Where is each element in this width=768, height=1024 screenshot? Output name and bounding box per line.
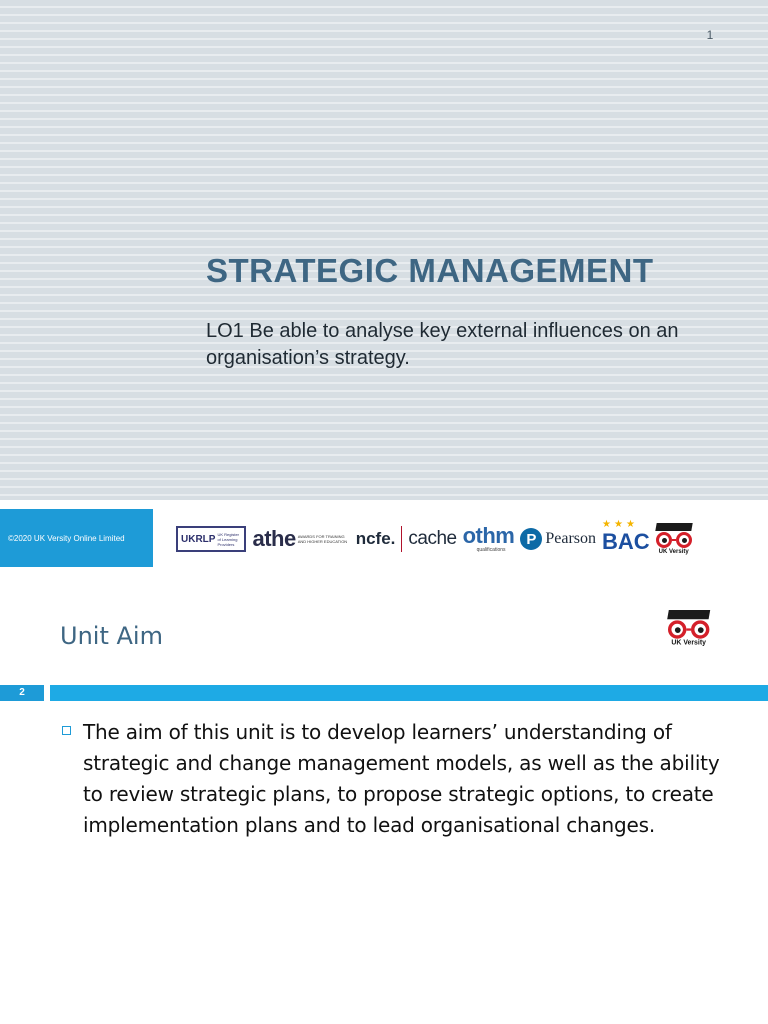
athe-logo: athe AWARDS FOR TRAINING AND HIGHER EDUCATION bbox=[252, 526, 348, 551]
bac-logo: ★★★ BAC bbox=[602, 519, 650, 554]
stars-icon: ★★★ bbox=[602, 519, 638, 530]
owl-eyes-icon bbox=[668, 620, 709, 638]
owl-eyes-icon bbox=[656, 532, 692, 548]
graduation-cap-icon bbox=[655, 523, 692, 531]
cache-logo: cache bbox=[408, 528, 457, 549]
uk-versity-logo: UK Versity bbox=[668, 610, 709, 648]
bullet-item bbox=[62, 717, 722, 841]
copyright-banner bbox=[0, 509, 153, 567]
slide-2 bbox=[0, 590, 768, 1024]
bullet-text: The aim of this unit is to develop learners’ understanding of strategic and change management models, as well as the ability to review strategic plans, to propose strategic options, to create implementation plans and to lead organisational changes. bbox=[83, 720, 720, 837]
logo-divider bbox=[401, 526, 402, 552]
pearson-logo: P Pearson bbox=[520, 528, 596, 550]
slide-subtitle: LO1 Be able to analyse key external influences on an organisation’s strategy. bbox=[206, 320, 679, 369]
square-bullet-icon bbox=[62, 726, 71, 735]
graduation-cap-icon bbox=[667, 610, 710, 619]
pearson-mark-icon: P bbox=[520, 528, 542, 550]
slide-number: 1 bbox=[706, 28, 714, 42]
copyright-text: ©2020 UK Versity Online Limited bbox=[8, 534, 125, 543]
striped-header-background bbox=[0, 0, 768, 500]
ukrlp-logo: UKRLP UK Register of Learning Providers bbox=[176, 526, 246, 552]
header-accent-bar bbox=[50, 685, 768, 701]
uk-versity-logo: UK Versity bbox=[656, 523, 692, 556]
othm-logo: othm qualifications bbox=[462, 523, 515, 553]
slide-number-badge: 2 bbox=[0, 685, 44, 701]
accreditation-logos bbox=[176, 512, 756, 566]
ncfe-logo: ncfe. bbox=[355, 529, 396, 548]
slide-heading: Unit Aim bbox=[60, 622, 163, 650]
slide-title: STRATEGIC MANAGEMENT bbox=[206, 252, 654, 289]
